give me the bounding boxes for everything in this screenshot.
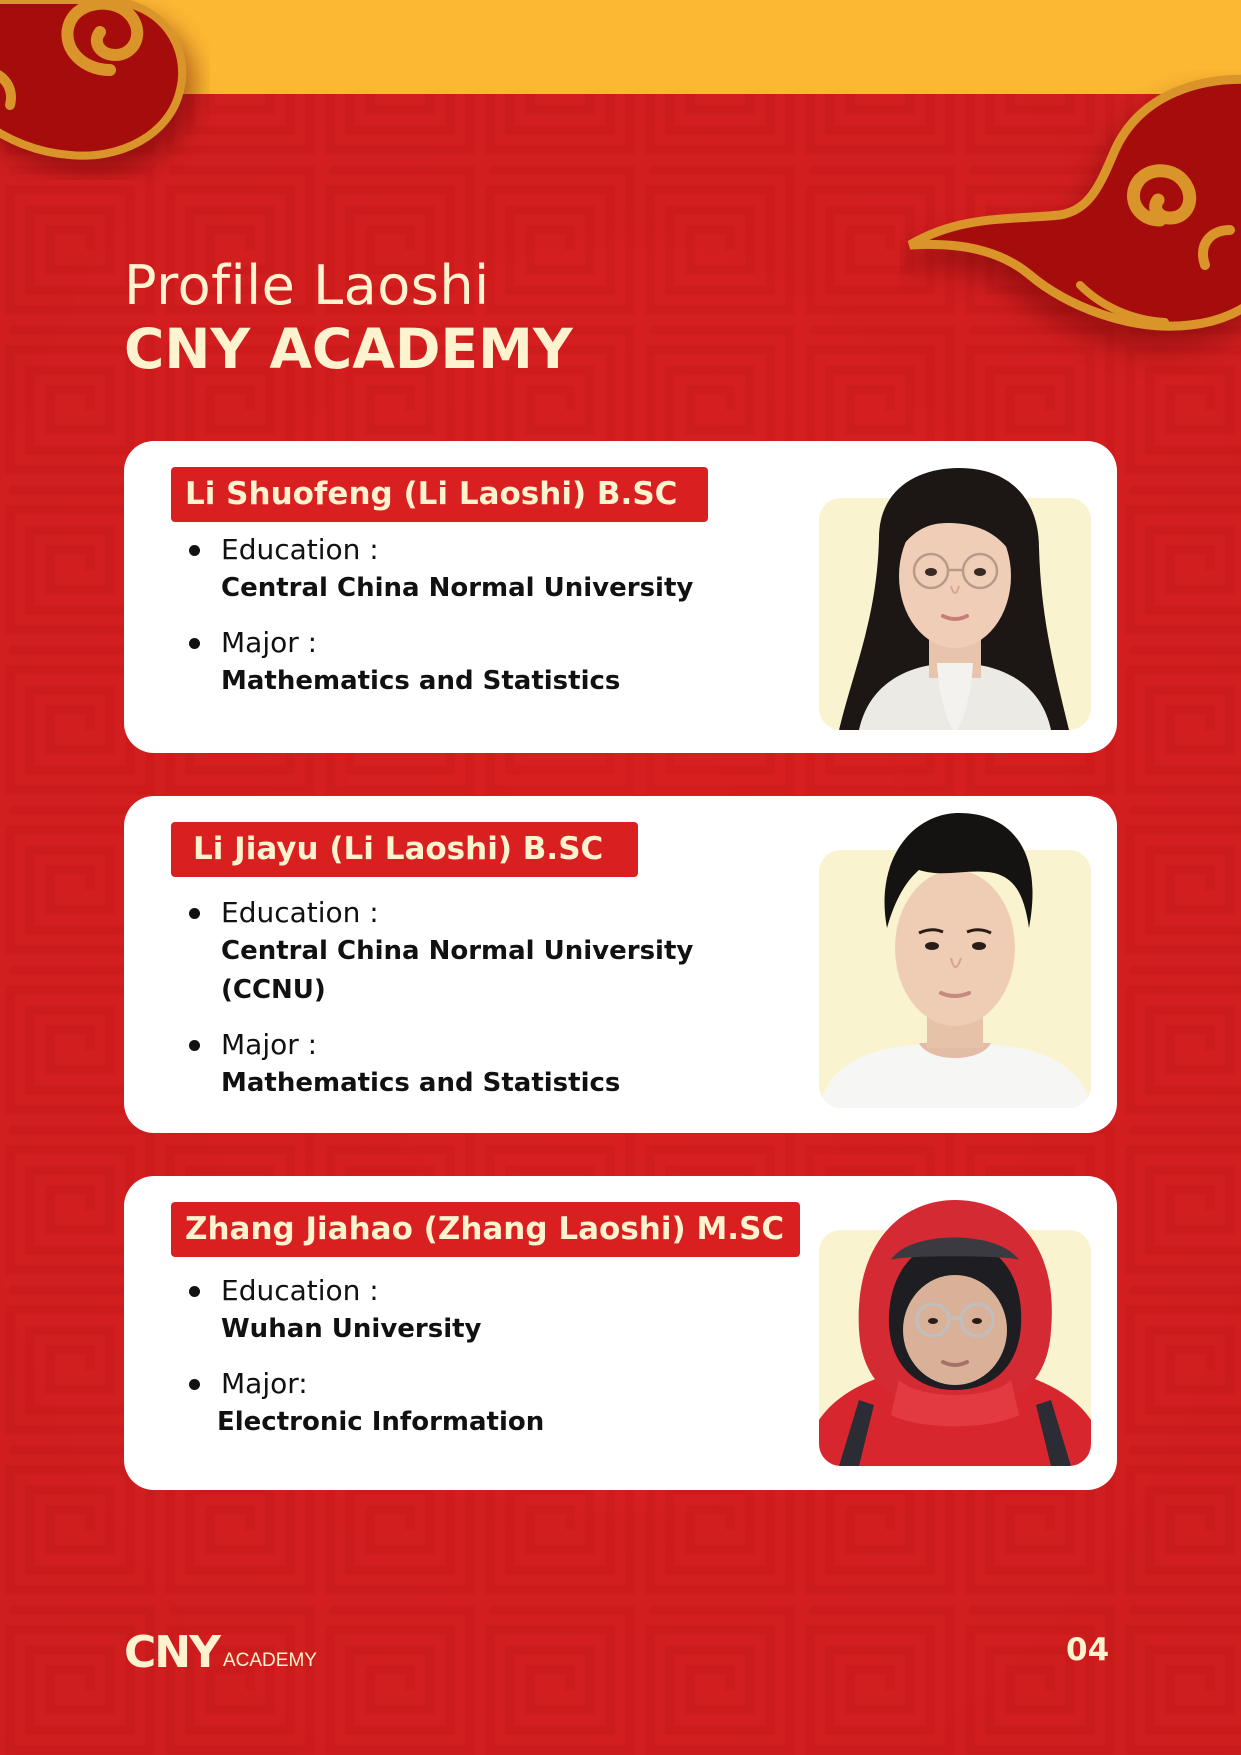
teacher-photo-frame bbox=[819, 498, 1091, 730]
bullet-icon bbox=[189, 1286, 200, 1297]
teacher-card-zhang-jiahao bbox=[124, 1176, 1117, 1490]
bullet-icon bbox=[189, 908, 200, 919]
education-value-line1: Central China Normal University bbox=[221, 936, 694, 966]
page-number: 04 bbox=[1066, 1632, 1110, 1668]
major-label: Major : bbox=[221, 1028, 318, 1061]
teacher-name-tag: Li Shuofeng (Li Laoshi) B.SC bbox=[171, 467, 708, 522]
teacher-info-list bbox=[217, 1272, 781, 1458]
page-title bbox=[124, 255, 573, 381]
title-profile-laoshi: Profile Laoshi bbox=[124, 254, 490, 317]
male-portrait-icon bbox=[819, 808, 1091, 1108]
teacher-card-li-shuofeng bbox=[124, 441, 1117, 753]
male-portrait-red-jacket-hood-icon bbox=[819, 1200, 1091, 1466]
major-item bbox=[221, 1026, 781, 1103]
teacher-card-li-jiayu bbox=[124, 796, 1117, 1133]
female-portrait-glasses-icon bbox=[819, 468, 1091, 730]
bullet-icon bbox=[189, 1379, 200, 1390]
teacher-name-tag: Zhang Jiahao (Zhang Laoshi) M.SC bbox=[171, 1202, 800, 1257]
major-value: Mathematics and Statistics bbox=[221, 1068, 621, 1098]
major-value: Mathematics and Statistics bbox=[221, 666, 621, 696]
education-value: Wuhan University bbox=[221, 1314, 482, 1344]
logo-academy: ACADEMY bbox=[222, 1650, 317, 1671]
cny-academy-logo bbox=[124, 1627, 317, 1678]
education-value-line2: (CCNU) bbox=[221, 975, 326, 1005]
education-value: Central China Normal University bbox=[221, 573, 694, 603]
logo-cny: CNY bbox=[124, 1627, 219, 1678]
cloud-ornament-top-left-icon bbox=[0, 0, 210, 180]
major-item bbox=[217, 1365, 781, 1442]
major-value: Electronic Information bbox=[217, 1407, 545, 1437]
education-item bbox=[221, 531, 781, 608]
title-cny-academy: CNY ACADEMY bbox=[124, 317, 573, 381]
bullet-icon bbox=[189, 1040, 200, 1051]
education-label: Education : bbox=[221, 896, 379, 929]
teacher-info-list bbox=[221, 531, 781, 717]
cloud-ornament-top-right-icon bbox=[900, 70, 1241, 410]
teacher-photo-frame bbox=[819, 1230, 1091, 1466]
bullet-icon bbox=[189, 638, 200, 649]
teacher-info-list bbox=[221, 894, 781, 1119]
major-label: Major: bbox=[221, 1367, 308, 1400]
major-item bbox=[221, 624, 781, 701]
major-label: Major : bbox=[221, 626, 318, 659]
education-label: Education : bbox=[221, 533, 379, 566]
teacher-name-tag: Li Jiayu (Li Laoshi) B.SC bbox=[171, 822, 638, 877]
education-label: Education : bbox=[221, 1274, 379, 1307]
teacher-photo-frame bbox=[819, 850, 1091, 1108]
bullet-icon bbox=[189, 545, 200, 556]
education-item bbox=[221, 1272, 781, 1349]
education-item bbox=[221, 894, 781, 1010]
